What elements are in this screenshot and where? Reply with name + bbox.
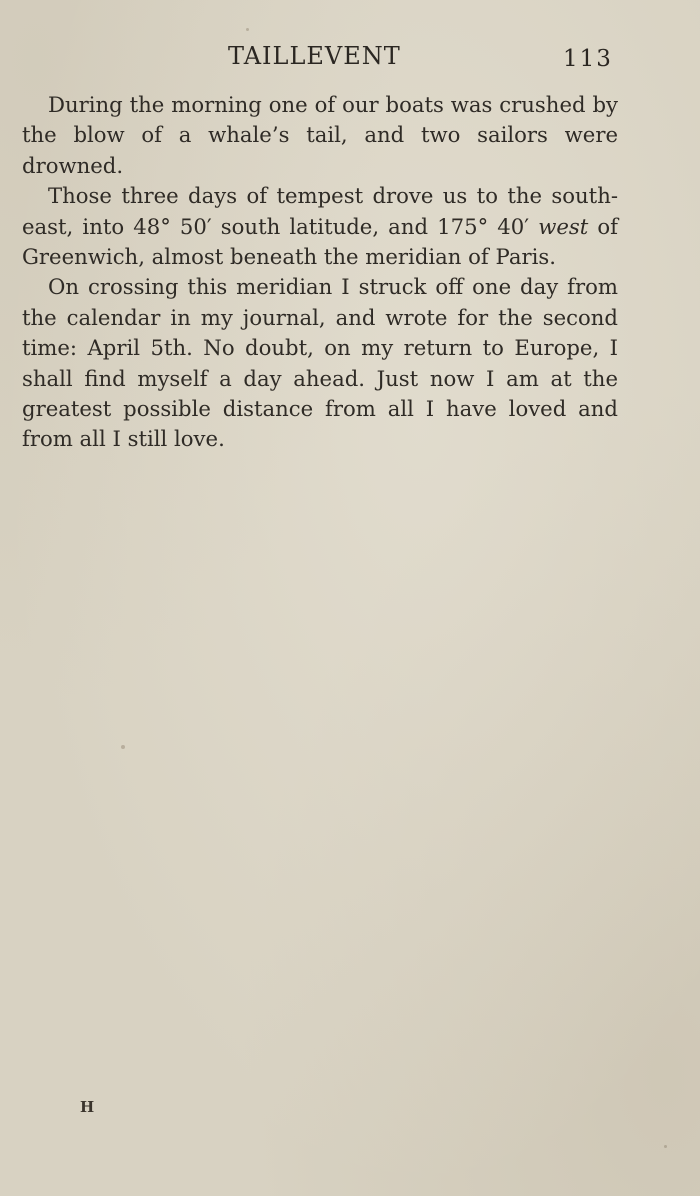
page-number: 113 <box>563 46 613 72</box>
paragraph <box>22 272 618 454</box>
italic-text: west <box>538 213 589 239</box>
paper-spot <box>121 745 125 749</box>
paragraph <box>22 181 618 272</box>
paragraph <box>22 90 618 181</box>
running-head <box>0 42 700 78</box>
paper-spot <box>664 1145 667 1148</box>
paragraph-text: On crossing this meridian I struck off one day from the calendar in my journal, and wrote for the second time: April 5th. No doubt, on my return to Europe, I shall find myself a day ahead. Just now I am at the greatest possible distance from all I have loved and from all I still love. <box>22 274 618 452</box>
signature-mark: H <box>80 1098 96 1116</box>
paragraph-text: During the morning one of our boats was crushed by the blow of a whale’s tail, and two sailors were drowned. <box>22 92 618 178</box>
paragraph-text: Those three days of tempest drove us to the south-east, into 48° 50′ south latitude, and 175° 40′ <box>22 183 618 239</box>
body-text <box>22 90 618 455</box>
paragraph-text: of Greenwich, almost beneath the meridian of Paris. <box>22 213 618 270</box>
paper-spot <box>246 28 249 31</box>
running-title: TAILLEVENT <box>228 42 401 70</box>
